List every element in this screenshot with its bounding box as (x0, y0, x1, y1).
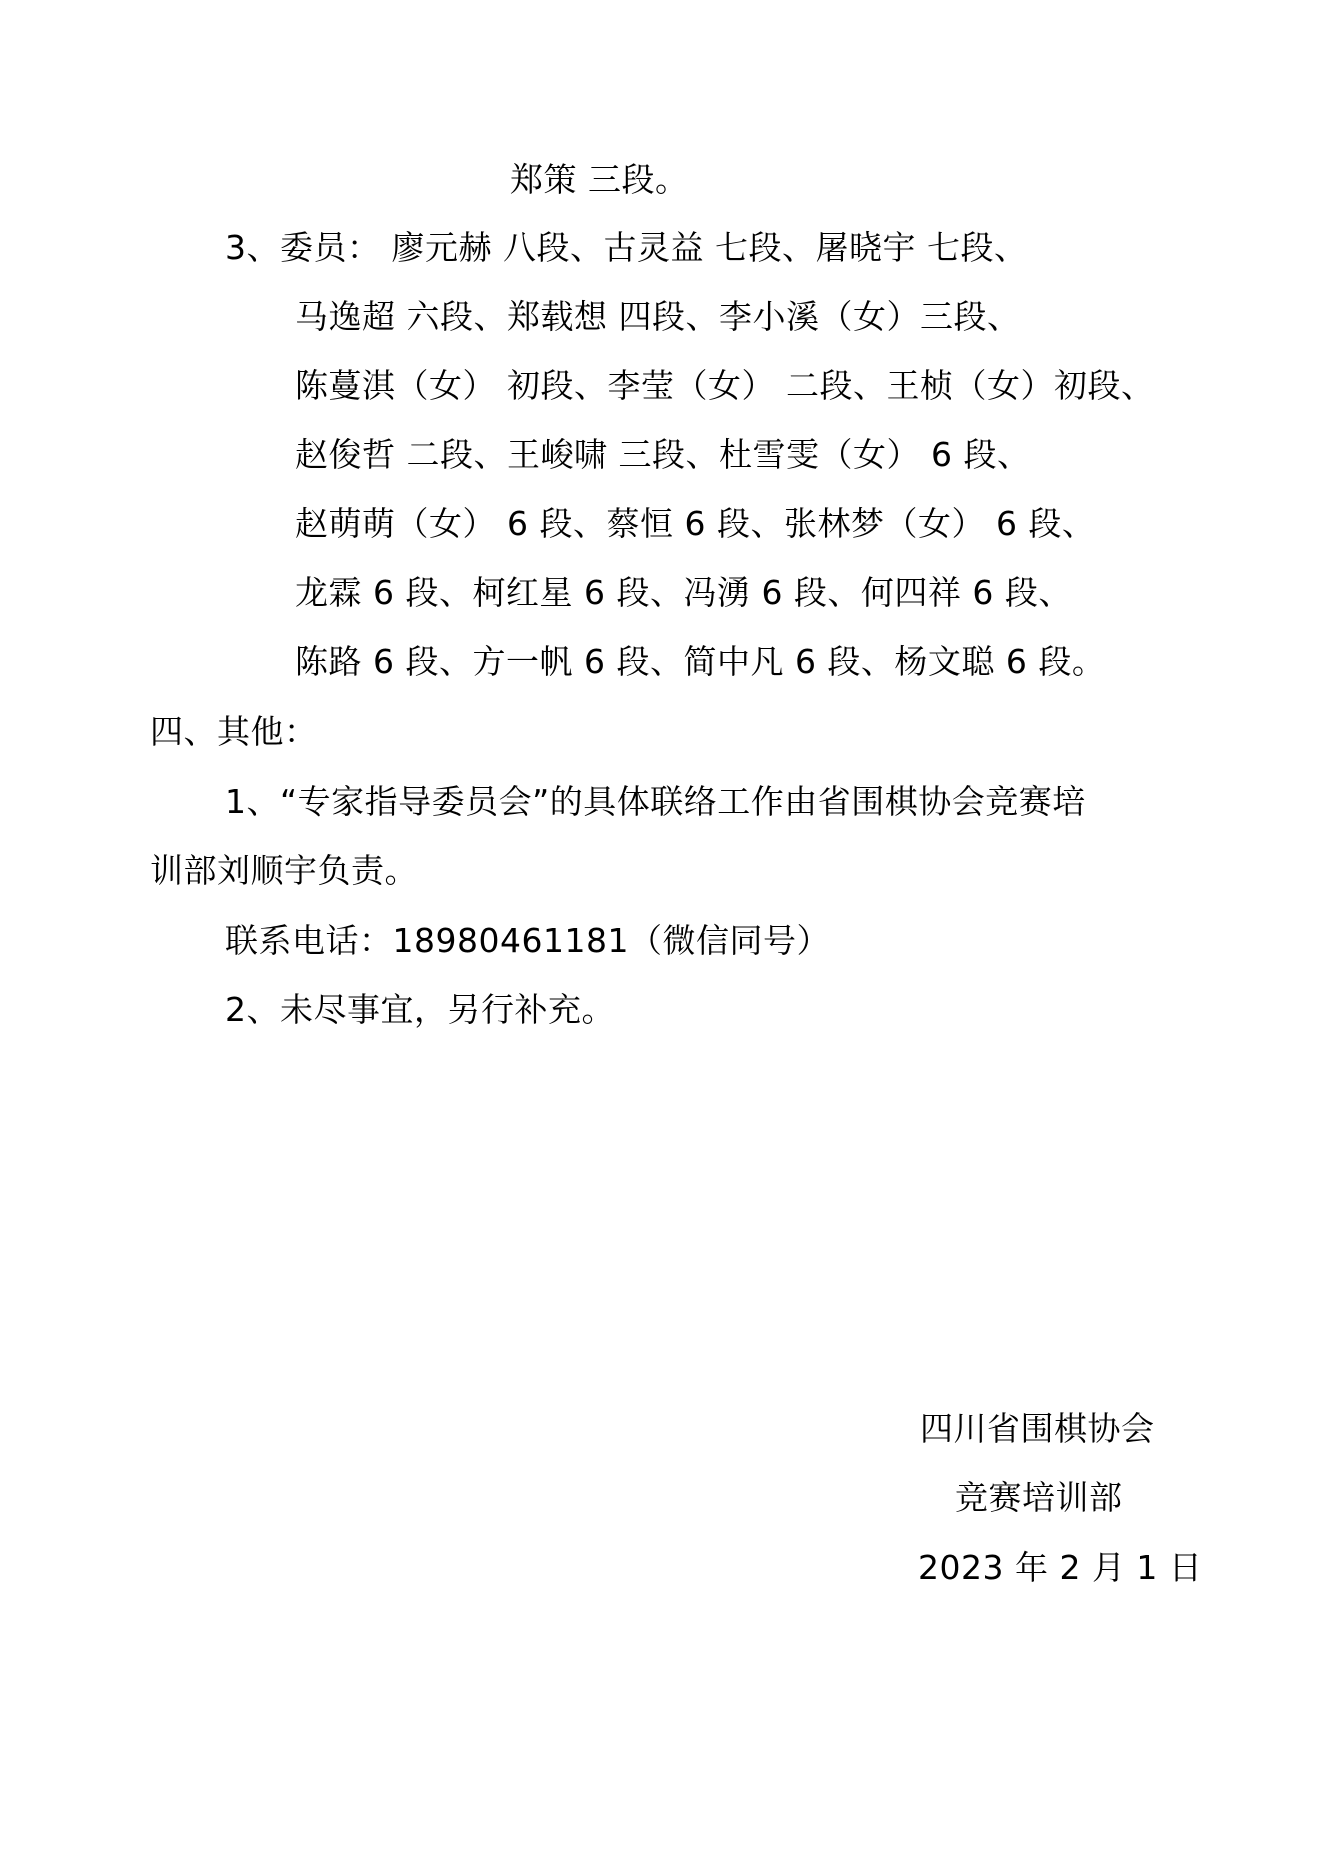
committee-members-line: 赵俊哲 二段、王峻啸 三段、杜雪雯（女） 6 段、 (295, 435, 1031, 474)
committee-members-line: 陈蔓淇（女） 初段、李莹（女） 二段、王桢（女）初段、 (295, 366, 1155, 405)
signature-date: 2023 年 2 月 1 日 (918, 1548, 1203, 1587)
paragraph-misc-line: 2、未尽事宜，另行补充。 (225, 990, 615, 1029)
section-heading-other: 四、其他： (150, 712, 318, 751)
paragraph-contact-line: 训部刘顺宇负责。 (150, 851, 418, 890)
contact-phone-line: 联系电话：18980461181（微信同号） (225, 921, 830, 960)
committee-members-line: 龙霖 6 段、柯红星 6 段、冯湧 6 段、何四祥 6 段、 (295, 573, 1072, 612)
signature-org: 四川省围棋协会 (920, 1409, 1155, 1448)
committee-members-heading-line: 3、委员： 廖元赫 八段、古灵益 七段、屠晓宇 七段、 (225, 228, 1028, 267)
committee-members-line: 陈路 6 段、方一帆 6 段、简中凡 6 段、杨文聪 6 段。 (295, 642, 1106, 681)
committee-member-line: 郑策 三段。 (510, 160, 689, 199)
paragraph-contact-line: 1、“专家指导委员会”的具体联络工作由省围棋协会竞赛培 (225, 782, 1086, 821)
signature-dept: 竞赛培训部 (955, 1478, 1123, 1517)
committee-members-line: 马逸超 六段、郑载想 四段、李小溪（女）三段、 (295, 297, 1021, 336)
committee-members-line: 赵萌萌（女） 6 段、蔡恒 6 段、张林梦（女） 6 段、 (295, 504, 1096, 543)
